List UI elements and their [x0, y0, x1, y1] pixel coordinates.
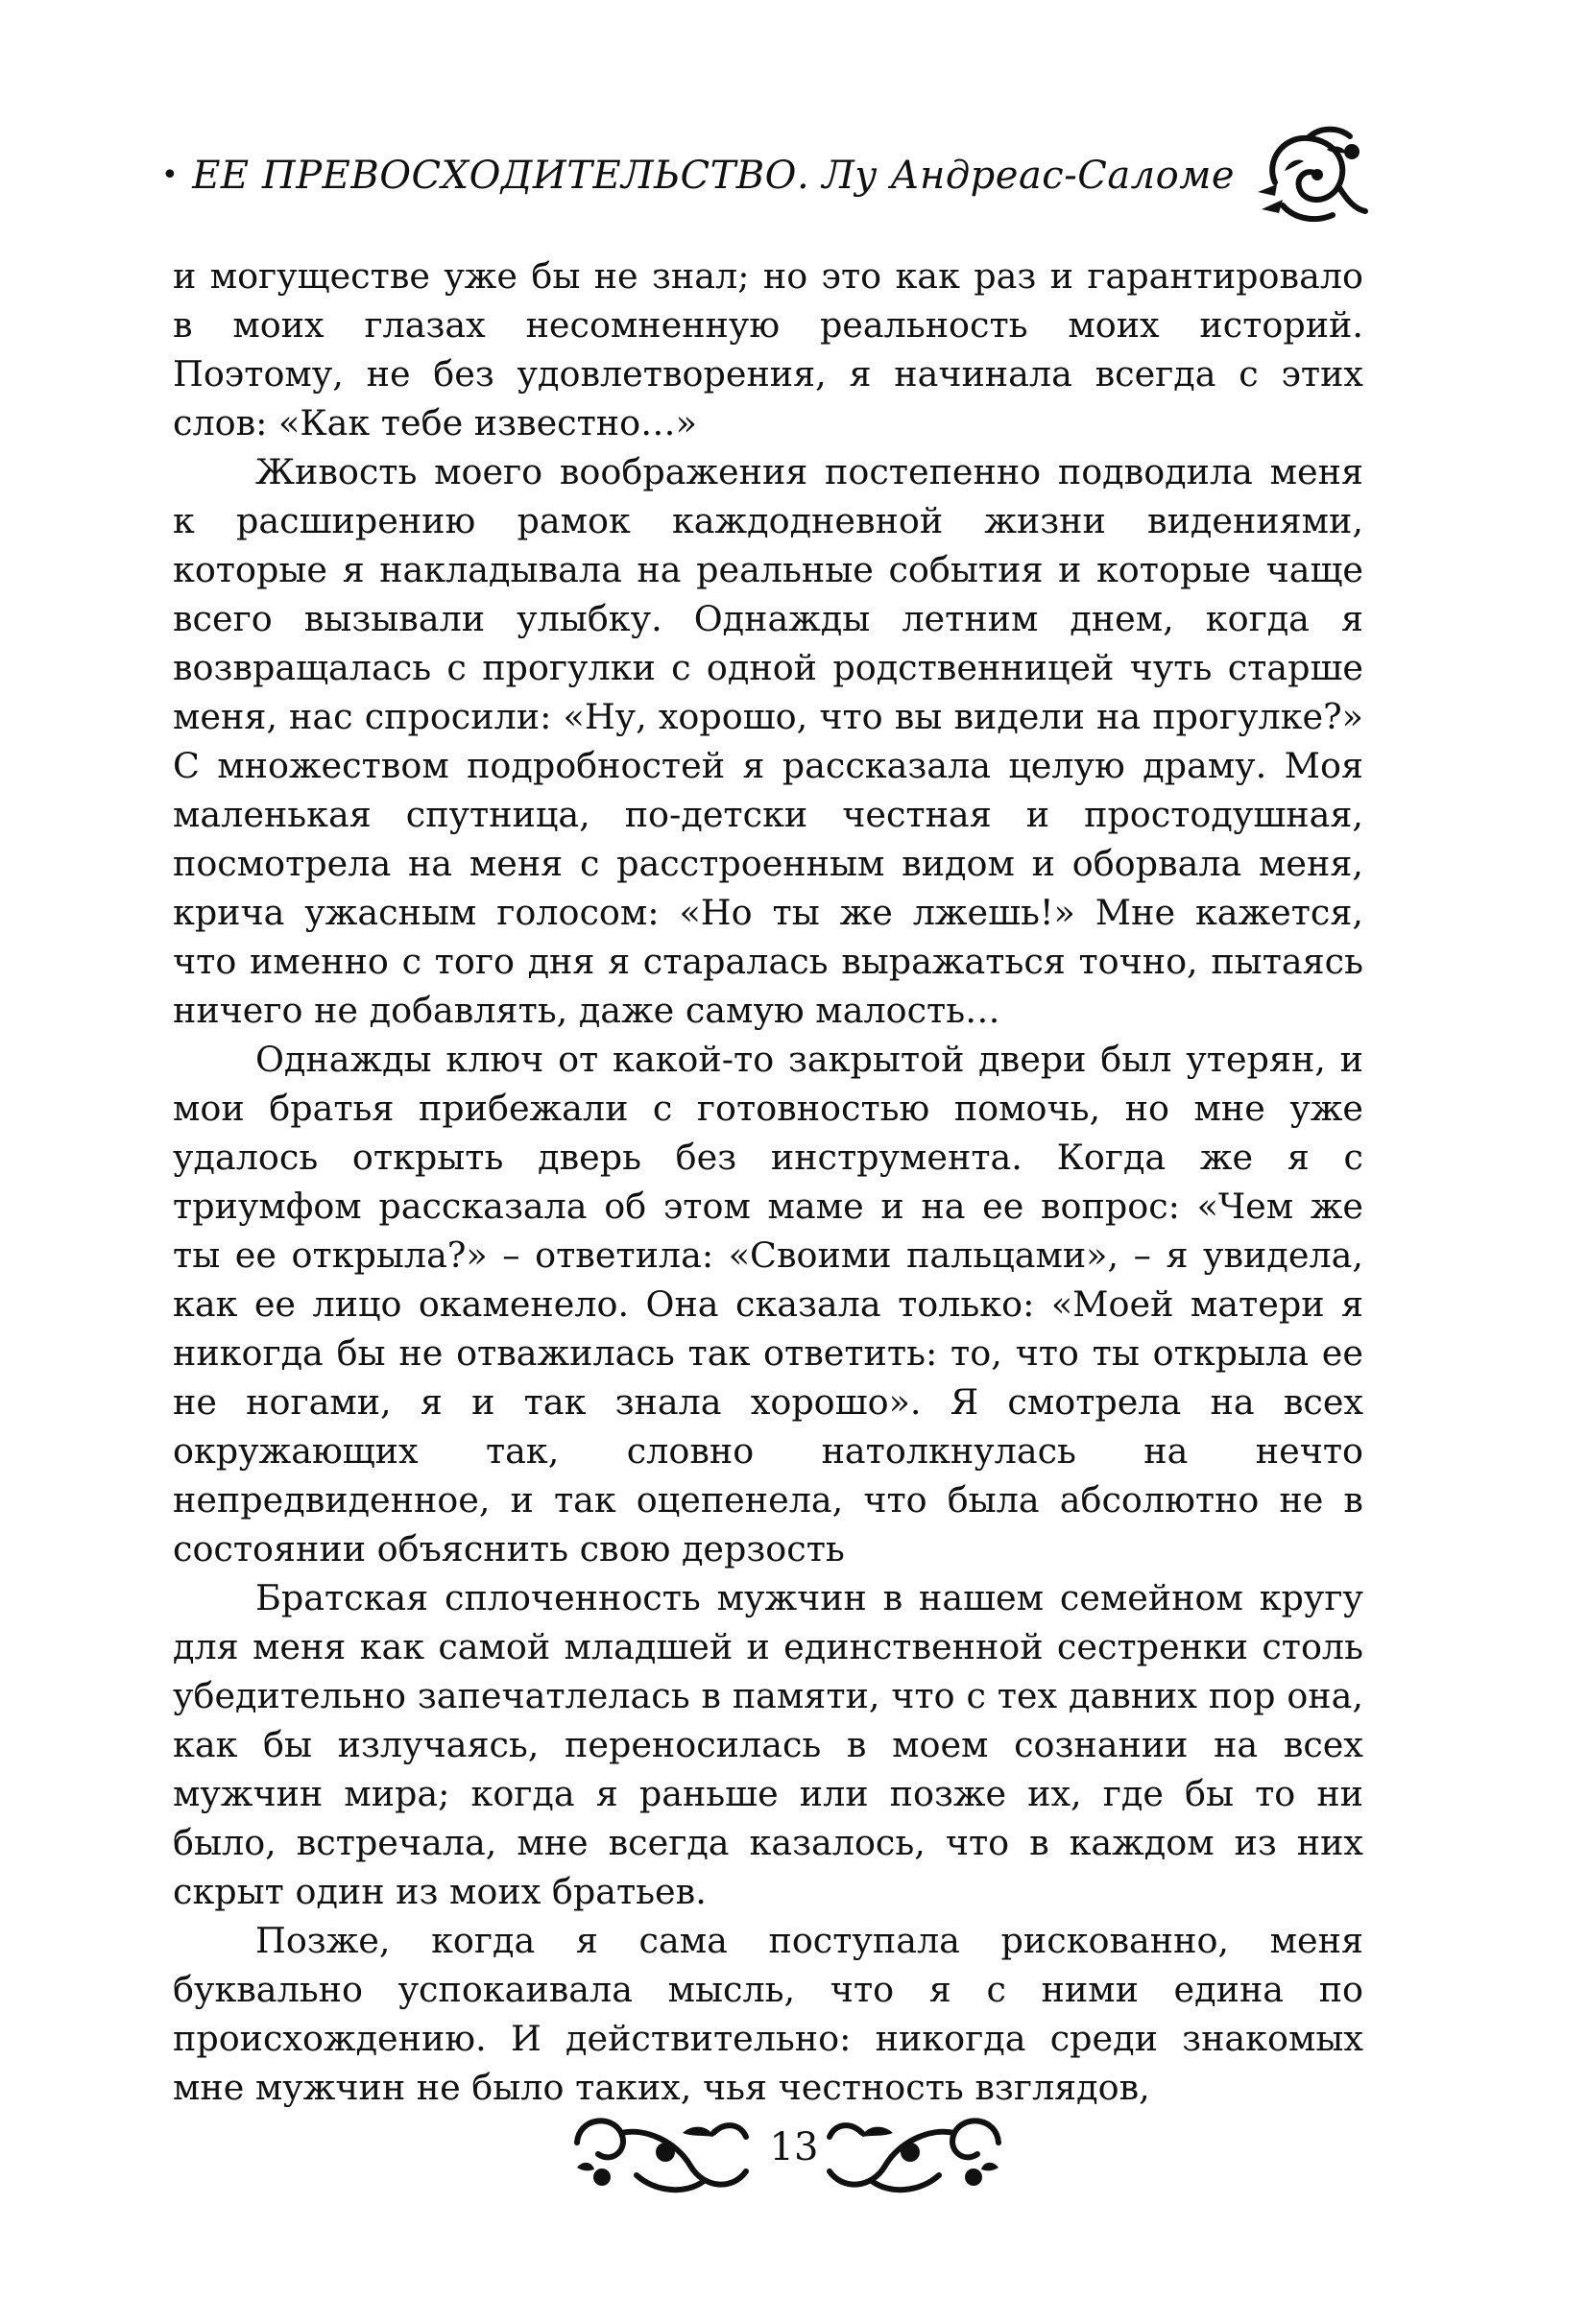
footer-ornament-right-icon: [824, 2104, 1006, 2200]
page-number: 13: [769, 2125, 819, 2169]
page-footer: [0, 2096, 1588, 2212]
paragraph: и могуществе уже бы не знал; но это как раз и гарантировало в моих глазах несомненную реальность моих историй. Поэтому, не без удовлетворения, я начинала всегда с этих слов: «Как тебе известно…»: [173, 255, 1363, 443]
running-head-title: ЕЕ ПРЕВОСХОДИТЕЛЬСТВО. Лу Андреас-Саломе: [192, 154, 1236, 198]
paragraph: Живость моего воображения постепенно подводила меня к расширению рамок каждодневной жизни видениями, которые я накладывала на реальные события и которые чаще всего вызывали улыбку. Однажды летним днем, когда я возвращалась с прогулки с одной родственницей чуть старше меня, нас спросили: «Ну, хорошо, что вы видели на прогулке?» С множеством подробностей я рассказала целую драму. Моя маленькая спутница, по-детски честная и простодушная, посмотрела на меня с расстроенным видом и оборвала меня, крича ужасным голосом: «Но ты же лжешь!» Мне кажется, что именно с того дня я старалась выражаться точно, пытаясь ничего не добавлять, даже самую малость…: [173, 451, 1363, 1031]
running-head-bullet: •: [161, 158, 180, 192]
footer-ornament-left-icon: [569, 2104, 752, 2200]
body-text: [173, 252, 1363, 2112]
paragraph: Однажды ключ от какой-то закрытой двери был утерян, и мои братья прибежали с готовностью помочь, но мне уже удалось открыть дверь без инструмента. Когда же я с триумфом рассказала об этом маме и на ее вопрос: «Чем же ты ее открыла?» – ответила: «Своими пальцами», – я увидела, как ее лицо окаменело. Она сказала только: «Моей матери я никогда бы не отважилась так ответить: то, что ты открыла ее не ногами, я и так знала хорошо». Я смотрела на всех окружающих так, словно натолкнулась на нечто непредвиденное, и так оцепенела, что была абсолютно не в состоянии объяснить свою дерзость: [173, 1039, 1363, 1569]
paragraph: Братская сплоченность мужчин в нашем семейном кругу для меня как самой младшей и единственной сестренки столь убедительно запечатлелась в памяти, что с тех давних пор она, как бы излучаясь, переносилась в моем сознании на всех мужчин мира; когда я раньше или позже их, где бы то ни было, встречала, мне всегда казалось, что в каждом из них скрыт один из моих братьев.: [173, 1577, 1363, 1912]
corner-ornament-icon: [1256, 123, 1371, 228]
running-head: [161, 154, 1235, 198]
paragraph: Позже, когда я сама поступала рискованно, меня буквально успокаивала мысль, что я с ними едина по происхождению. И действительно: никогда среди знакомых мне мужчин не было таких, чья честность взглядов,: [173, 1920, 1363, 2108]
